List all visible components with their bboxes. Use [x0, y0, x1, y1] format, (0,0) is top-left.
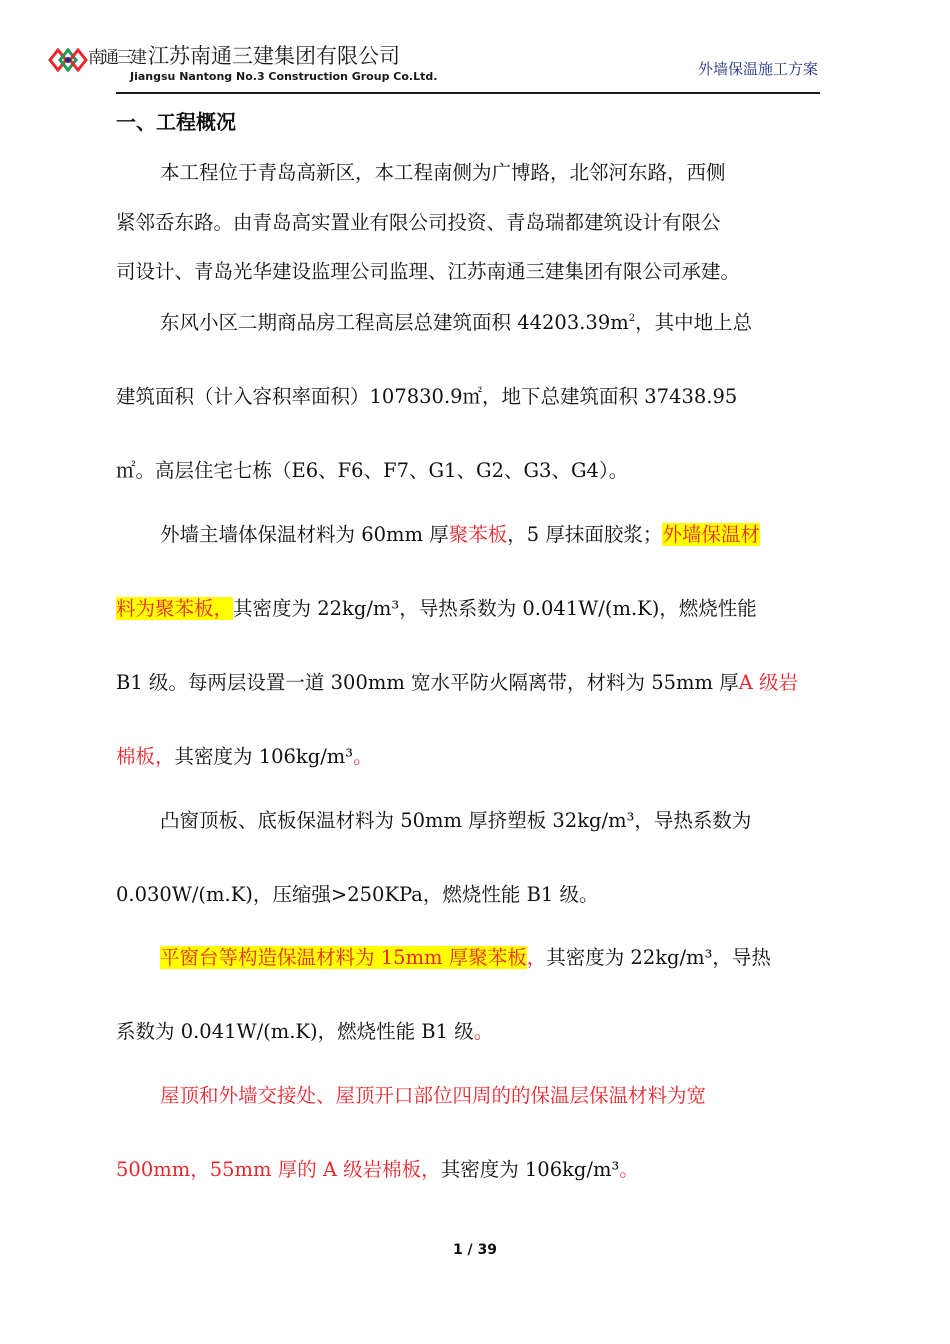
company-logo-icon [48, 40, 90, 80]
paragraph-4-line-1: 凸窗顶板、底板保温材料为 50mm 厚挤塑板 32kg/m³，导热系数为 [160, 809, 752, 832]
paragraph-2-line-2: 建筑面积（计入容积率面积）107830.9㎡，地下总建筑面积 37438.95 [116, 385, 738, 408]
paragraph-1-line-2: 紧邻岙东路。由青岛高实置业有限公司投资、青岛瑞都建筑设计有限公 [116, 211, 721, 234]
highlight-red-text: 棉板， [116, 745, 175, 768]
page-header [48, 36, 820, 94]
paragraph-5-line-1: 平窗台等构造保温材料为 15mm 厚聚苯板，其密度为 22kg/m³，导热 [160, 946, 771, 969]
paragraph-5-line-2: 系数为 0.041W/(m.K)，燃烧性能 B1 级。 [116, 1020, 494, 1043]
highlight-marked-text: 料为聚苯板， [116, 597, 234, 620]
company-name-en: Jiangsu Nantong No.3 Construction Group Co.Ltd. [130, 70, 438, 83]
paragraph-6-line-1: 屋顶和外墙交接处、屋顶开口部位四周的的保温层保温材料为宽 [160, 1084, 707, 1107]
paragraph-6-line-2: 500mm，55mm 厚的 A 级岩棉板，其密度为 106kg/m³。 [116, 1158, 639, 1181]
paragraph-2-line-1: 东风小区二期商品房工程高层总建筑面积 $44203.39m^2$，其中地上总 [160, 311, 753, 334]
paragraph-3-line-3: B1 级。每两层设置一道 300mm 宽水平防火隔离带，材料为 55mm 厚A 级岩 [116, 671, 799, 694]
section-heading: 一、工程概况 [116, 110, 236, 134]
company-name-cn: 南通三建 江苏南通三建集团有限公司 [88, 44, 400, 68]
paragraph-1-line-1: 本工程位于青岛高新区，本工程南侧为广博路，北邻河东路，西侧 [160, 161, 726, 184]
page-number: 1 / 39 [452, 1242, 498, 1258]
logo-text: 南通三建 [88, 48, 144, 68]
paragraph-2-line-3: ㎡。高层住宅七栋（E6、F6、F7、G1、G2、G3、G4）。 [116, 459, 629, 482]
highlight-red-text: 聚苯板 [448, 523, 508, 546]
highlight-marked-text: 外墙保温材 [662, 523, 760, 546]
header-divider [116, 92, 820, 94]
highlight-marked-text: 平窗台等构造保温材料为 15mm 厚聚苯板 [160, 946, 527, 969]
paragraph-3-line-4: 棉板，其密度为 106kg/m³。 [116, 745, 373, 768]
paragraph-4-line-2: 0.030W/(m.K)，压缩强>250KPa，燃烧性能 B1 级。 [116, 883, 599, 906]
document-title: 外墙保温施工方案 [697, 60, 818, 78]
paragraph-3-line-1: 外墙主墙体保温材料为 60mm 厚聚苯板，5 厚抹面胶浆；外墙保温材 [160, 523, 760, 546]
highlight-red-text: A 级岩 [738, 671, 799, 694]
paragraph-1-line-3: 司设计、青岛光华建设监理公司监理、江苏南通三建集团有限公司承建。 [116, 260, 741, 283]
paragraph-3-line-2: 料为聚苯板，其密度为 22kg/m³，导热系数为 0.041W/(m.K)，燃烧性能 [116, 597, 757, 620]
